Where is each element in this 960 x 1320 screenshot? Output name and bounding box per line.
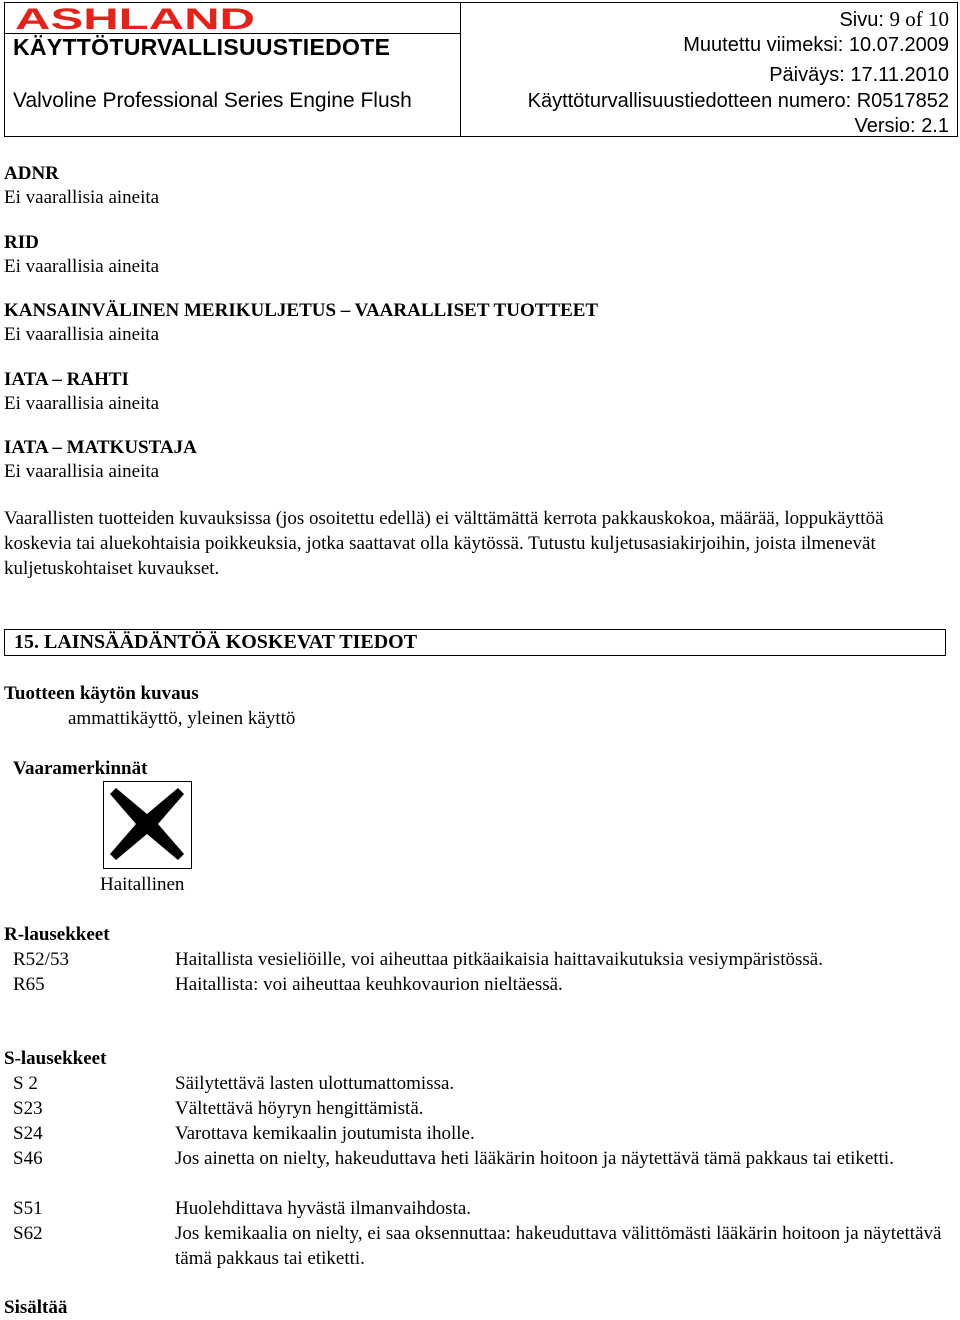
transport-rid — [4, 231, 159, 279]
section-15-header — [4, 629, 946, 656]
transport-text: Ei vaarallisia aineita — [4, 256, 160, 277]
usage-heading: Tuotteen käytön kuvaus — [4, 683, 199, 704]
usage-text: ammattikäyttö, yleinen käyttö — [68, 708, 296, 729]
r-phrases-heading: R-lausekkeet — [4, 924, 110, 945]
s-phrase-code: S51 — [13, 1198, 43, 1219]
transport-heading: RID — [4, 232, 39, 253]
page-indicator — [839, 7, 949, 32]
logo-wordmark: ASHLAND — [15, 4, 255, 32]
transport-adnr — [4, 162, 159, 210]
transport-iata-passenger — [4, 436, 197, 484]
s-phrase-text: Huolehdittava hyvästä ilmanvaihdosta. — [175, 1198, 472, 1219]
s-phrase-text: Vältettävä höyryn hengittämistä. — [175, 1098, 424, 1119]
date-value: 17.11.2010 — [850, 64, 949, 86]
modified-value: 10.07.2009 — [848, 34, 949, 56]
x-cross-icon — [104, 782, 190, 867]
s-phrase-text: Varottava kemikaalin joutumista iholle. — [175, 1123, 475, 1144]
transport-iata-cargo — [4, 368, 159, 416]
r-phrase-text: Haitallista: voi aiheuttaa keuhkovaurion nieltäessä. — [175, 974, 563, 995]
s-phrase-code: S46 — [13, 1148, 43, 1169]
version-label: Versio: — [854, 115, 916, 137]
hazard-label: Haitallinen — [100, 874, 185, 895]
s-phrase-text: Jos kemikaalia on nielty, ei saa oksennuttaa: hakeuduttava välittömästi lääkärin hoitoon ja näytettävä tämä pakkaus tai etiketti. — [175, 1223, 942, 1269]
page-value: 9 of 10 — [889, 7, 949, 31]
r-phrase-code: R52/53 — [13, 949, 69, 970]
version-value: 2.1 — [921, 115, 949, 137]
modified-date — [683, 34, 949, 57]
document-number — [528, 90, 949, 113]
transport-heading: IATA – MATKUSTAJA — [4, 437, 197, 458]
transport-text: Ei vaarallisia aineita — [4, 461, 160, 482]
s-phrase-text: Säilytettävä lasten ulottumattomissa. — [175, 1073, 455, 1094]
header-divider — [460, 3, 461, 136]
section-title: 15. LAINSÄÄDÄNTÖÄ KOSKEVAT TIEDOT — [14, 631, 418, 653]
docno-value: R0517852 — [856, 90, 949, 112]
transport-heading: IATA – RAHTI — [4, 369, 129, 390]
docno-label: Käyttöturvallisuustiedotteen numero: — [527, 90, 852, 112]
modified-label: Muutettu viimeksi: — [683, 34, 844, 56]
transport-text: Ei vaarallisia aineita — [4, 393, 160, 414]
transport-sea — [4, 299, 598, 347]
s-phrase-text: Jos ainetta on nielty, hakeuduttava heti lääkärin hoitoon ja näytettävä tämä pakkaus tai etiketti. — [175, 1148, 894, 1169]
ashland-logo — [13, 4, 259, 32]
page-label: Sivu: — [839, 9, 884, 31]
hazard-symbol — [103, 781, 192, 869]
date-label: Päiväys: — [769, 64, 845, 86]
r-phrase-code: R65 — [13, 974, 45, 995]
r-phrase-text: Haitallista vesieliöille, voi aiheuttaa pitkäaikaisia haittavaikutuksia vesiympäristössä. — [175, 949, 823, 970]
transport-text: Ei vaarallisia aineita — [4, 187, 160, 208]
issue-date — [769, 64, 949, 87]
document-header — [4, 2, 958, 137]
transport-text: Ei vaarallisia aineita — [4, 324, 160, 345]
contains-heading: Sisältää — [4, 1297, 68, 1318]
s-phrases-heading: S-lausekkeet — [4, 1048, 107, 1069]
document-title: KÄYTTÖTURVALLISUUSTIEDOTE — [13, 34, 391, 60]
transport-heading: KANSAINVÄLINEN MERIKULJETUS – VAARALLISET TUOTTEET — [4, 300, 599, 321]
s-phrase-code: S 2 — [13, 1073, 38, 1094]
s-phrase-code: S62 — [13, 1223, 43, 1244]
s-phrase-code: S24 — [13, 1123, 43, 1144]
document-version — [854, 115, 949, 138]
s-phrase-code: S23 — [13, 1098, 43, 1119]
product-name: Valvoline Professional Series Engine Flush — [13, 89, 412, 112]
transport-note: Vaarallisten tuotteiden kuvauksissa (jos osoitettu edellä) ei välttämättä kerrota pakkauskokoa, määrää, loppukäyttöä koskevia tai aluekohtaisia poikkeuksia, jotka saattavat olla käytössä. Tutustu kuljetusasiakirjoihin, joista ilmenevät kuljetuskohtaiset kuvaukset. — [4, 508, 884, 579]
hazard-heading: Vaaramerkinnät — [13, 758, 148, 779]
transport-heading: ADNR — [4, 163, 59, 184]
